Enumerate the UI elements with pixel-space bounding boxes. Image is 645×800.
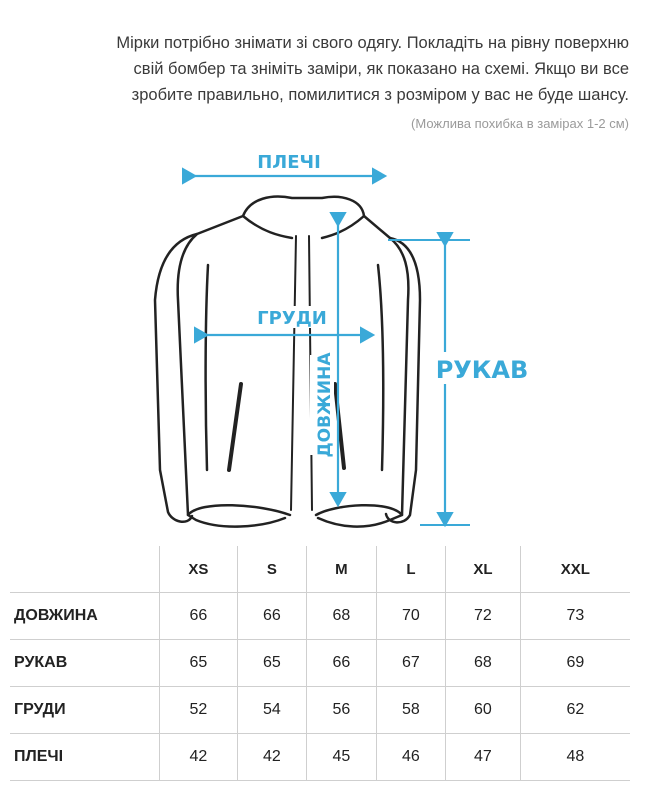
row-label: ГРУДИ	[10, 687, 160, 734]
table-cell: 52	[160, 687, 238, 734]
table-cell: 46	[376, 734, 445, 781]
size-header-row	[10, 546, 630, 593]
header-size-s: S	[237, 546, 306, 593]
table-cell: 67	[376, 640, 445, 687]
instructions-text	[29, 30, 629, 108]
table-cell: 65	[160, 640, 238, 687]
row-label: ДОВЖИНА	[10, 593, 160, 640]
sleeve-label: РУКАВ	[435, 356, 529, 384]
table-cell: 73	[520, 593, 630, 640]
size-chart-table	[10, 546, 630, 781]
header-empty	[10, 546, 160, 593]
table-cell: 47	[446, 734, 521, 781]
chest-label: ГРУДИ	[257, 308, 327, 329]
table-row	[10, 687, 630, 734]
table-row	[10, 640, 630, 687]
table-cell: 58	[376, 687, 445, 734]
table-cell: 45	[307, 734, 376, 781]
table-cell: 60	[446, 687, 521, 734]
instructions-line-2: свій бомбер та зніміть заміри, як показано на схемі. Якщо ви все	[133, 60, 629, 78]
table-cell: 65	[237, 640, 306, 687]
table-cell: 62	[520, 687, 630, 734]
table-cell: 42	[160, 734, 238, 781]
length-label: ДОВЖИНА	[315, 352, 335, 458]
header-size-xl: XL	[446, 546, 521, 593]
header-size-m: M	[307, 546, 376, 593]
table-cell: 70	[376, 593, 445, 640]
header-size-l: L	[376, 546, 445, 593]
table-cell: 66	[237, 593, 306, 640]
table-row	[10, 734, 630, 781]
table-cell: 56	[307, 687, 376, 734]
table-cell: 48	[520, 734, 630, 781]
jacket-outline	[155, 197, 420, 527]
table-cell: 69	[520, 640, 630, 687]
instructions-line-1: Мірки потрібно знімати зі свого одягу. Покладіть на рівну поверхню	[116, 34, 629, 52]
row-label: РУКАВ	[10, 640, 160, 687]
table-row	[10, 593, 630, 640]
table-cell: 66	[307, 640, 376, 687]
table-cell: 68	[307, 593, 376, 640]
bomber-jacket-diagram	[0, 140, 645, 540]
table-cell: 72	[446, 593, 521, 640]
header-size-xs: XS	[160, 546, 238, 593]
table-cell: 68	[446, 640, 521, 687]
table-cell: 42	[237, 734, 306, 781]
instructions-line-3: зробите правильно, помилитися з розміром у вас не буде шансу.	[131, 86, 629, 104]
measurement-error-note: (Можлива похибка в замірах 1-2 см)	[411, 116, 629, 131]
table-cell: 66	[160, 593, 238, 640]
table-cell: 54	[237, 687, 306, 734]
header-size-xxl: XXL	[520, 546, 630, 593]
shoulders-label: ПЛЕЧІ	[257, 152, 321, 173]
row-label: ПЛЕЧІ	[10, 734, 160, 781]
